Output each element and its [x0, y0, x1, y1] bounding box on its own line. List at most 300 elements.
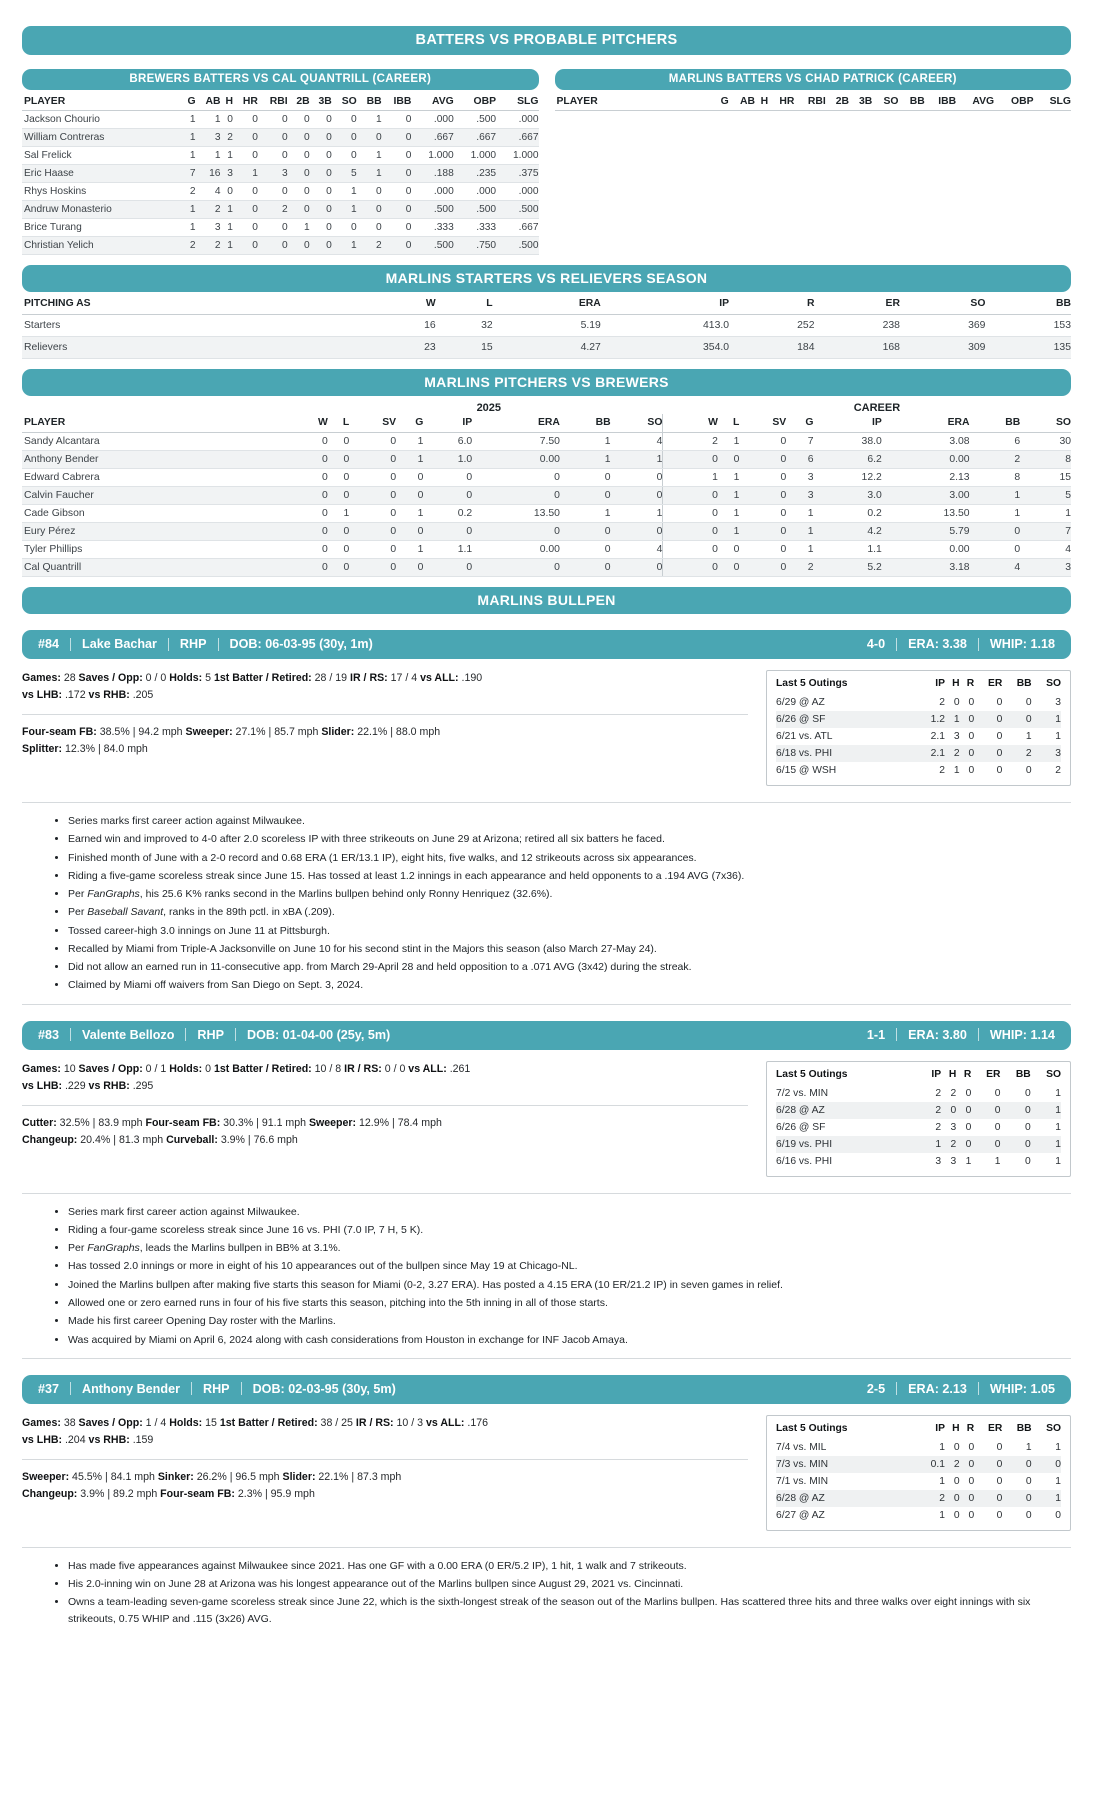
stat-cell: 0	[968, 748, 975, 759]
table-header-row	[776, 675, 1061, 694]
stat-cell: 0	[611, 487, 663, 505]
table-header-row	[776, 1420, 1061, 1439]
column-header: 3B	[310, 93, 332, 111]
stat-cell: 1	[182, 147, 195, 165]
column-header: RBI	[794, 93, 825, 111]
stat-cell: 135	[985, 337, 1071, 359]
stat-cell: 0	[220, 183, 232, 201]
column-header: IBB	[382, 93, 412, 111]
stat-cell: 3.0	[814, 487, 882, 505]
bullpen-player-card	[22, 1021, 1071, 1359]
stat-cell: 1	[953, 714, 960, 725]
stat-cell: 0.2	[423, 505, 472, 523]
stat-cell: 3.00	[882, 487, 970, 505]
player-splits-line-1: Games: 10 Saves / Opp: 0 / 1 Holds: 0 1st Batter / Retired: 10 / 8 IR / RS: 0 / 0 vs ALL: .261	[22, 1062, 471, 1075]
column-header: SV	[349, 414, 396, 433]
table-row	[22, 111, 539, 129]
stat-cell: 0	[560, 487, 611, 505]
player-pitch-line-2: Changeup: 20.4% | 81.3 mph Curveball: 3.9% | 76.6 mph	[22, 1134, 298, 1147]
column-header: H	[952, 678, 960, 689]
stat-cell: 5.2	[814, 559, 882, 577]
stat-cell: 1	[560, 433, 611, 451]
marlins-batters-block	[555, 69, 1072, 255]
stat-cell: 0	[739, 451, 786, 469]
stat-cell: 3	[1055, 697, 1061, 708]
column-header: R	[966, 1422, 975, 1434]
stat-cell: 1	[196, 111, 221, 129]
stat-cell: 0	[1025, 697, 1032, 708]
stat-cell: 0.00	[882, 541, 970, 559]
player-era: ERA: 3.80	[908, 1027, 967, 1042]
stat-cell: 0	[1024, 1104, 1031, 1116]
divider-icon	[185, 1028, 186, 1041]
stat-cell: 0	[349, 523, 396, 541]
stat-cell: 168	[815, 337, 900, 359]
stat-cell: 12.2	[814, 469, 882, 487]
stat-cell: 2	[786, 559, 813, 577]
stat-cell: 0.2	[814, 505, 882, 523]
column-header: BB	[357, 93, 382, 111]
table-row	[776, 1119, 1061, 1136]
stat-cell: 8	[1020, 451, 1071, 469]
stat-cell: 369	[900, 315, 985, 337]
stat-cell: .750	[454, 237, 496, 255]
stat-cell: 1	[786, 541, 813, 559]
stat-cell: 2	[182, 237, 195, 255]
stat-cell: 0	[295, 451, 328, 469]
stat-cell: 3	[1020, 559, 1071, 577]
stat-cell: 0	[968, 1458, 975, 1470]
player-splits-block	[22, 670, 748, 715]
row-label: Relievers	[22, 337, 379, 359]
outing-date: 6/21 vs. ATL	[776, 731, 833, 742]
stat-cell: 0	[968, 1492, 975, 1504]
row-label: Edward Cabrera	[22, 469, 295, 487]
player-name: Valente Bellozo	[82, 1027, 175, 1042]
outing-date: 7/3 vs. MIN	[776, 1458, 829, 1470]
outing-date: 6/15 @ WSH	[776, 765, 837, 776]
stat-cell: 0	[1055, 1509, 1061, 1521]
column-header: SO	[332, 93, 357, 111]
stat-cell: .500	[496, 201, 538, 219]
stat-cell: 0	[382, 129, 412, 147]
stat-cell: 0	[472, 487, 560, 505]
stat-cell: 1	[182, 219, 195, 237]
marlins-batters-title: MARLINS BATTERS VS CHAD PATRICK (CAREER)	[555, 69, 1072, 90]
stat-cell: 354.0	[601, 337, 729, 359]
column-header: W	[295, 414, 328, 433]
stat-cell: 1	[970, 505, 1021, 523]
stat-cell: 6.2	[814, 451, 882, 469]
stat-cell: 0	[739, 433, 786, 451]
column-header: R	[966, 678, 975, 689]
column-header: Last 5 Outings	[776, 1068, 848, 1080]
last-5-outings-body	[776, 1439, 1061, 1524]
stat-cell: 1	[396, 433, 423, 451]
stat-cell: 2	[950, 1138, 957, 1150]
brewers-batters-title: BREWERS BATTERS VS CAL QUANTRILL (CAREER)	[22, 69, 539, 90]
table-row	[22, 315, 1071, 337]
table-row	[22, 487, 1071, 505]
stat-cell: 1	[1025, 1441, 1032, 1453]
stat-cell: 0	[396, 559, 423, 577]
stat-cell: 0	[560, 559, 611, 577]
stat-cell: 0	[357, 219, 382, 237]
column-header: H	[755, 93, 768, 111]
starters-relievers-table	[22, 295, 1071, 359]
stat-cell: 0	[950, 1104, 957, 1116]
player-hand: RHP	[202, 1381, 230, 1396]
stat-cell: 2.13	[882, 469, 970, 487]
stat-cell: 4.27	[493, 337, 601, 359]
stat-cell: 0	[328, 469, 349, 487]
stat-cell: 4	[970, 559, 1021, 577]
stat-cell: 2	[939, 1492, 945, 1504]
table-row	[22, 559, 1071, 577]
player-card-body	[22, 1415, 1071, 1531]
stat-cell: 1	[1055, 1104, 1061, 1116]
stat-cell: 7	[1020, 523, 1071, 541]
player-pitch-line-2: Changeup: 3.9% | 89.2 mph Four-seam FB: 2.3% | 95.9 mph	[22, 1488, 315, 1501]
stat-cell: 2	[953, 748, 960, 759]
stat-cell: 4	[611, 541, 663, 559]
stat-cell: 0	[310, 111, 332, 129]
table-row	[776, 1085, 1061, 1102]
column-header: H	[952, 1422, 960, 1434]
list-item: • Has tossed 2.0 innings or more in eight of his 10 appearances out of the bullpen since May 19 at Chicago-NL.	[68, 1257, 1071, 1275]
divider-icon	[70, 1382, 71, 1395]
stat-cell: 1	[953, 765, 960, 776]
column-header: AVG	[411, 93, 453, 111]
last-5-outings-table	[776, 1420, 1061, 1524]
column-header: SO	[1046, 678, 1061, 689]
stat-cell: 0	[382, 237, 412, 255]
stat-cell: 1	[560, 505, 611, 523]
stat-cell: 0	[663, 451, 718, 469]
column-header: BB	[970, 414, 1021, 433]
stat-cell: 0	[396, 487, 423, 505]
player-dob: DOB: 02-03-95 (30y, 5m)	[252, 1381, 396, 1396]
stat-cell: 2.1	[930, 748, 945, 759]
row-label: Rhys Hoskins	[22, 183, 182, 201]
stat-cell: 5	[1020, 487, 1071, 505]
stat-cell: 0	[233, 111, 258, 129]
stat-cell: 0	[357, 201, 382, 219]
player-whip: WHIP: 1.18	[989, 637, 1055, 651]
player-identity	[38, 1382, 396, 1396]
stat-cell: 0	[996, 714, 1003, 725]
column-header: ERA	[493, 295, 601, 315]
list-item: • His 2.0-inning win on June 28 at Arizona was his longest appearance out of the Marlins bullpen since August 29, 2021 vs. Cincinnati.	[68, 1575, 1071, 1593]
stat-cell: 3	[950, 1121, 957, 1133]
last-5-outings-column	[766, 1415, 1071, 1531]
column-header: 2B	[288, 93, 310, 111]
stat-cell: 0	[288, 237, 310, 255]
stat-cell: 1	[288, 219, 310, 237]
player-number: #84	[38, 637, 60, 651]
list-item: • Owns a team-leading seven-game scoreless streak since June 22, which is the sixth-longest streak of the season out of the Marlins bullpen. Has scattered three hits and three walks over eight innings with six strikeouts, 0.75 WHIP and .115 (3x26) AVG.	[68, 1593, 1071, 1628]
stat-cell: 0	[295, 469, 328, 487]
stat-cell: 0	[953, 1492, 960, 1504]
outing-date: 6/26 @ SF	[776, 714, 826, 725]
table-row	[776, 1153, 1061, 1170]
last-5-outings-panel	[766, 1415, 1071, 1531]
stat-cell: 0	[349, 559, 396, 577]
stat-cell: 0	[258, 129, 288, 147]
starters-relievers-body	[22, 315, 1071, 359]
column-header: ER	[988, 678, 1003, 689]
player-dob: DOB: 06-03-95 (30y, 1m)	[229, 637, 373, 651]
stat-cell: 0	[423, 559, 472, 577]
stat-cell: 7	[786, 433, 813, 451]
list-item: • Recalled by Miami from Triple-A Jacksonville on June 10 for his second stint in the Majors this season (also March 27-May 24).	[68, 940, 1071, 958]
player-splits-line-2: vs LHB: .172 vs RHB: .205	[22, 689, 154, 702]
bullpen-player-card	[22, 630, 1071, 1005]
table-row	[776, 1456, 1061, 1473]
stat-cell: 0	[996, 748, 1003, 759]
list-item: • Per FanGraphs, his 25.6 K% ranks second in the Marlins bullpen behind only Ronny Henriquez (32.6%).	[68, 885, 1071, 903]
column-header: PITCHING AS	[22, 295, 379, 315]
divider-icon	[896, 1382, 897, 1395]
stat-cell: 1	[1055, 1155, 1061, 1167]
stat-cell: 6.0	[423, 433, 472, 451]
row-label: Andruw Monasterio	[22, 201, 182, 219]
outing-date: 6/19 vs. PHI	[776, 1138, 833, 1150]
player-splits-line-1: Games: 38 Saves / Opp: 1 / 4 Holds: 15 1st Batter / Retired: 38 / 25 IR / RS: 10 / 3 vs ALL: .176	[22, 1416, 489, 1429]
column-header: ER	[815, 295, 900, 315]
outing-date: 7/1 vs. MIN	[776, 1475, 829, 1487]
stat-cell: 0.1	[930, 1458, 945, 1470]
stat-cell: 0	[295, 505, 328, 523]
stat-cell: 0	[718, 451, 739, 469]
bullpen-container	[22, 630, 1071, 1628]
stat-cell: 2	[196, 201, 221, 219]
player-number: #37	[38, 1381, 60, 1396]
list-item: • Series mark first career action against Milwaukee.	[68, 1203, 1071, 1221]
stat-cell: .500	[496, 237, 538, 255]
stat-cell: 3	[953, 731, 960, 742]
column-header: ER	[986, 1068, 1001, 1080]
stat-cell: 0	[1024, 1087, 1031, 1099]
stat-cell: 0	[965, 1087, 972, 1099]
stat-cell: 0	[996, 1509, 1003, 1521]
stat-cell: 0	[663, 559, 718, 577]
table-row	[776, 762, 1061, 779]
stat-cell: 0	[611, 559, 663, 577]
player-hand: RHP	[179, 637, 207, 651]
column-header: L	[718, 414, 739, 433]
group-label-career: CAREER	[853, 402, 901, 414]
stat-cell: 16	[196, 165, 221, 183]
column-header: W	[663, 414, 718, 433]
stat-cell: 2	[935, 1104, 942, 1116]
column-header: SO	[900, 295, 985, 315]
list-item: • Riding a four-game scoreless streak since June 16 vs. PHI (7.0 IP, 7 H, 5 K).	[68, 1221, 1071, 1239]
stat-cell: 0	[472, 523, 560, 541]
stat-cell: 3	[935, 1155, 942, 1167]
stat-cell: 3	[220, 165, 232, 183]
last-5-outings-panel	[766, 1061, 1071, 1177]
stat-cell: 0	[295, 433, 328, 451]
player-era: ERA: 3.38	[908, 637, 967, 651]
pitchers-vs-brewers-title: MARLINS PITCHERS VS BREWERS	[22, 369, 1071, 396]
stat-cell: 0	[965, 1138, 972, 1150]
stat-cell: 1	[1055, 1475, 1061, 1487]
stat-cell: 2	[935, 1121, 942, 1133]
stat-cell: .500	[411, 237, 453, 255]
player-notes-list	[22, 1203, 1071, 1349]
table-row	[776, 1102, 1061, 1119]
player-notes	[22, 1547, 1071, 1628]
player-card-body	[22, 1061, 1071, 1177]
outing-date: 6/27 @ AZ	[776, 1509, 825, 1521]
table-row	[22, 337, 1071, 359]
outing-date: 7/2 vs. MIN	[776, 1087, 829, 1099]
stat-cell: 1	[196, 147, 221, 165]
stat-cell: 184	[729, 337, 814, 359]
stat-cell: 0	[396, 469, 423, 487]
stat-cell: 1	[1025, 731, 1032, 742]
stat-cell: 0	[611, 469, 663, 487]
stat-cell: 1	[220, 237, 232, 255]
stat-cell: 1	[332, 237, 357, 255]
stat-cell: 0	[1025, 714, 1032, 725]
outing-date: 6/26 @ SF	[776, 1121, 826, 1133]
divider-icon	[235, 1028, 236, 1041]
stat-cell: 1	[560, 451, 611, 469]
stat-cell: 0	[258, 183, 288, 201]
bullpen-player-card	[22, 1375, 1071, 1628]
stat-cell: 0	[996, 765, 1003, 776]
stat-cell: 0	[357, 129, 382, 147]
outing-date: 6/16 vs. PHI	[776, 1155, 833, 1167]
player-splits-line-2: vs LHB: .229 vs RHB: .295	[22, 1080, 154, 1093]
table-row	[776, 1439, 1061, 1456]
stat-cell: 3	[196, 129, 221, 147]
stat-cell: 2	[258, 201, 288, 219]
player-record: 2-5	[866, 1381, 886, 1396]
column-header: G	[182, 93, 195, 111]
stat-cell: 0	[1024, 1121, 1031, 1133]
stat-cell: .667	[496, 129, 538, 147]
list-item: • Finished month of June with a 2-0 record and 0.68 ERA (1 ER/13.1 IP), eight hits, five walks, and 12 strikeouts across six appearances.	[68, 849, 1071, 867]
stat-cell: 1.2	[930, 714, 945, 725]
stat-cell: 4	[196, 183, 221, 201]
stat-cell: 0	[288, 111, 310, 129]
stat-cell: 1	[939, 1509, 945, 1521]
divider-icon	[70, 1028, 71, 1041]
table-header-row	[22, 93, 539, 111]
stat-cell: 0	[1024, 1138, 1031, 1150]
player-splits-block	[22, 1415, 748, 1460]
list-item: • Claimed by Miami off waivers from San Diego on Sept. 3, 2024.	[68, 976, 1071, 994]
stat-cell: 0	[996, 697, 1003, 708]
stat-cell: 0	[310, 201, 332, 219]
divider-icon	[978, 1382, 979, 1395]
stat-cell: 3	[1055, 748, 1061, 759]
stat-cell: 0	[233, 183, 258, 201]
table-row	[22, 505, 1071, 523]
stat-cell: 0	[1055, 1458, 1061, 1470]
row-label: Sal Frelick	[22, 147, 182, 165]
list-item: • Earned win and improved to 4-0 after 2.0 scoreless IP with three strikeouts on June 29 at Arizona; retired all six batters he faced.	[68, 830, 1071, 848]
column-header: IP	[935, 1422, 945, 1434]
table-row	[22, 129, 539, 147]
stat-cell: 0	[328, 451, 349, 469]
row-label: Christian Yelich	[22, 237, 182, 255]
stat-cell: 0	[295, 523, 328, 541]
stat-cell: 0	[288, 129, 310, 147]
stat-cell: 0	[560, 469, 611, 487]
outing-date: 6/29 @ AZ	[776, 697, 825, 708]
list-item: • Per FanGraphs, leads the Marlins bullpen in BB% at 3.1%.	[68, 1239, 1071, 1257]
column-header: H	[220, 93, 232, 111]
stat-cell: 0	[332, 129, 357, 147]
list-item: • Joined the Marlins bullpen after making five starts this season for Miami (0-2, 3.27 ERA). Has posted a 4.15 ERA (10 ER/21.2 IP) in seven games in relief.	[68, 1276, 1071, 1294]
column-header: H	[948, 1068, 957, 1080]
stat-cell: 0	[1024, 1155, 1031, 1167]
player-pitch-line-1: Cutter: 32.5% | 83.9 mph Four-seam FB: 30.3% | 91.1 mph Sweeper: 12.9% | 78.4 mph	[22, 1116, 442, 1129]
stat-cell: 15	[1020, 469, 1071, 487]
stat-cell: .375	[496, 165, 538, 183]
stat-cell: 0	[349, 487, 396, 505]
column-header: AVG	[956, 93, 994, 111]
column-header: BB	[1016, 678, 1032, 689]
list-item: • Did not allow an earned run in 11-consecutive app. from March 29-April 28 and held opposition to a .071 AVG (3x42) during the streak.	[68, 958, 1071, 976]
stat-cell: 1	[396, 451, 423, 469]
stat-cell: 0	[996, 1458, 1003, 1470]
player-notes-list	[22, 1557, 1071, 1628]
outing-date: 6/28 @ AZ	[776, 1104, 825, 1116]
stat-cell: 3.08	[882, 433, 970, 451]
starters-relievers-title: MARLINS STARTERS VS RELIEVERS SEASON	[22, 265, 1071, 292]
stat-cell: .667	[454, 129, 496, 147]
divider-icon	[70, 638, 71, 651]
table-row	[22, 541, 1071, 559]
player-pitch-line-1: Four-seam FB: 38.5% | 94.2 mph Sweeper: 27.1% | 85.7 mph Slider: 22.1% | 88.0 mph	[22, 725, 441, 738]
stat-cell: 0	[968, 714, 975, 725]
last-5-outings-body	[776, 694, 1061, 779]
stat-cell: 0	[663, 523, 718, 541]
stat-cell: 0	[332, 147, 357, 165]
stat-cell: 0	[718, 559, 739, 577]
column-header: BB	[1015, 1068, 1031, 1080]
player-pitch-line-2: Splitter: 12.3% | 84.0 mph	[22, 743, 148, 756]
stat-cell: 0.00	[472, 451, 560, 469]
stat-cell: 0	[739, 487, 786, 505]
stat-cell: 0	[423, 469, 472, 487]
stat-cell: 0	[994, 1121, 1001, 1133]
column-header: SO	[872, 93, 898, 111]
stat-cell: 1	[332, 201, 357, 219]
column-header: RBI	[258, 93, 288, 111]
last-5-outings-panel	[766, 670, 1071, 786]
stat-cell: .000	[496, 111, 538, 129]
stat-cell: 0	[349, 451, 396, 469]
player-season-line	[867, 637, 1055, 651]
stat-cell: 0	[994, 1087, 1001, 1099]
list-item: • Allowed one or zero earned runs in four of his five starts this season, pitching into the 5th inning in all of those starts.	[68, 1294, 1071, 1312]
stat-cell: 0	[332, 219, 357, 237]
column-header: IP	[601, 295, 729, 315]
stat-cell: 2	[1025, 748, 1032, 759]
stat-cell: 0	[349, 469, 396, 487]
table-row	[22, 147, 539, 165]
table-row	[22, 523, 1071, 541]
player-splits-column	[22, 1061, 748, 1150]
column-header: SO	[1046, 1422, 1061, 1434]
stat-cell: 153	[985, 315, 1071, 337]
